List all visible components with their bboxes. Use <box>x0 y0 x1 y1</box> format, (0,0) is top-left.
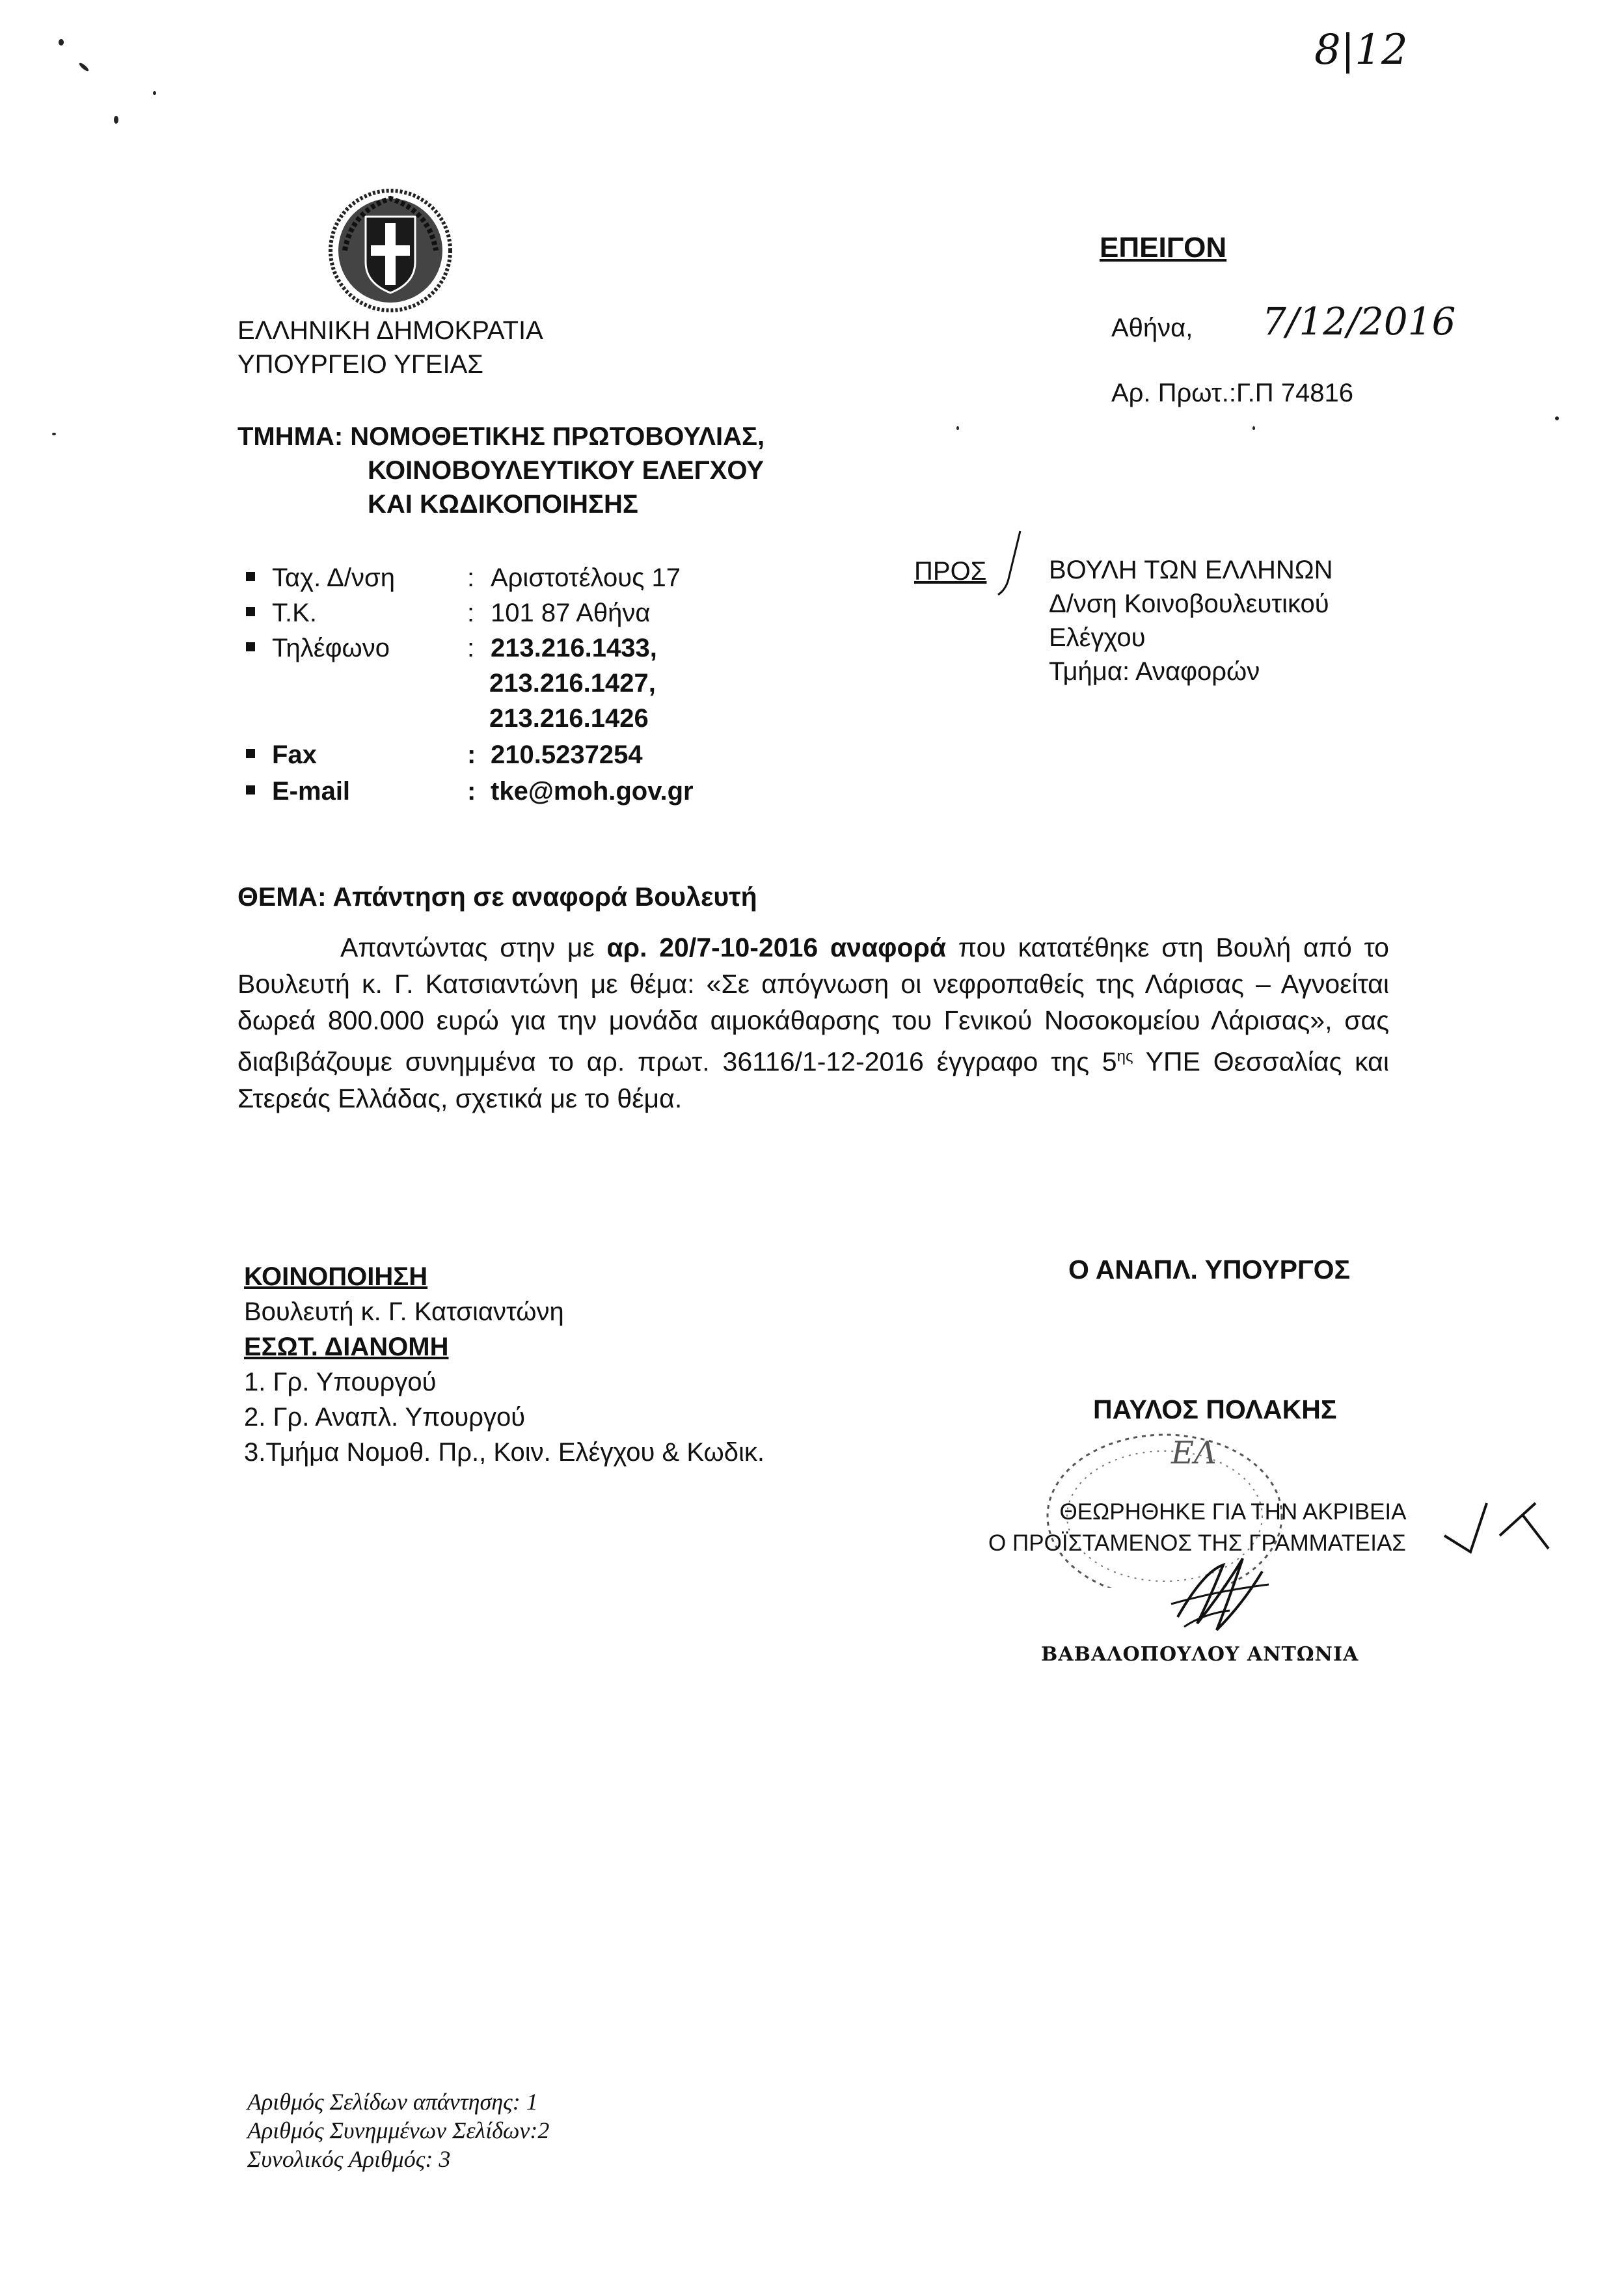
footer-total: Συνολικός Αριθμός: 3 <box>247 2146 451 2172</box>
signatory-name: ΠΑΥΛΟΣ ΠΟΛΑΚΗΣ <box>1093 1394 1337 1424</box>
initials-scribble <box>1438 1490 1568 1562</box>
body-paragraph: Απαντώντας στην με αρ. 20/7-10-2016 αναφορά που κατατέθηκε στη Βουλή από το Βουλευτή κ. Γ. Κατσιαντώνη με θέμα: «Σε απόγνωση οι νεφροπαθείς της Λάρισας – Αγνοείται δωρεά 800.000 ευρώ για την μονάδα αιμοκάθαρσης του Γενικού Νοσοκομείου Λάρισας», σας διαβιβάζουμε συνημμένα το αρ. πρωτ. 36116/1-12-2016 έγγραφο της $5^{\eta\varsigma}$ ΥΠΕ Θεσσαλίας και Στερεάς Ελλάδας, σχετικά με το θέμα. <box>237 932 1389 1113</box>
internal-distribution-title: ΕΣΩΤ. ΔΙΑΝΟΜΗ <box>244 1333 449 1361</box>
urgent-label: ΕΠΕΙΓΟΝ <box>1100 232 1227 264</box>
date-handwritten: 7/12/2016 <box>1262 299 1456 344</box>
subject-line: ΘΕΜΑ: Απάντηση σε αναφορά Βουλευτή <box>237 882 757 912</box>
phone-value-2: 213.216.1427, <box>489 669 656 698</box>
email-row: E-mail : tke@moh.gov.gr <box>246 774 694 808</box>
stamp-official-name: ΒΑΒΑΛΟΠΟΥΛΟΥ ΑΝΤΩΝΙΑ <box>1041 1643 1359 1666</box>
footer-pages-attached: Αριθμός Συνημμένων Σελίδων:2 <box>247 2117 550 2143</box>
bullet-icon <box>246 749 255 758</box>
phone-value-3: 213.216.1426 <box>489 704 649 733</box>
bullet-icon <box>246 572 255 581</box>
phone-row: Τηλέφωνο : 213.216.1433, <box>246 631 657 665</box>
address-row: Ταχ. Δ/νση : Αριστοτέλους 17 <box>246 561 681 595</box>
distribution-item: 1. Γρ. Υπουργού <box>244 1368 437 1396</box>
to-label: ΠΡΟΣ <box>914 557 987 586</box>
notify-title: ΚΟΙΝΟΠΟΙΗΣΗ <box>244 1262 428 1291</box>
republic-title: ΕΛΛΗΝΙΚΗ ΔΗΜΟΚΡΑΤΙΑ <box>237 316 543 345</box>
ministry-title: ΥΠΟΥΡΓΕΙΟ ΥΓΕΙΑΣ <box>237 350 483 379</box>
seal-text: ΕΛ <box>1171 1435 1217 1471</box>
footer-pages-reply: Αριθμός Σελίδων απάντησης: 1 <box>247 2089 538 2115</box>
signatory-role: Ο ΑΝΑΠΛ. ΥΠΟΥΡΓΟΣ <box>1068 1255 1351 1284</box>
coat-of-arms-emblem <box>325 185 455 316</box>
distribution-item: 2. Γρ. Αναπλ. Υπουργού <box>244 1403 526 1432</box>
fax-row: Fax : 210.5237254 <box>246 738 643 772</box>
stamp-verified-line: ΘΕΩΡΗΘΗΚΕ ΓΙΑ ΤΗΝ ΑΚΡΙΒΕΙΑ <box>1059 1499 1407 1525</box>
stamp-head-of-secretariat-line: Ο ΠΡΟΪΣΤΑΜΕΝΟΣ ΤΗΣ ΓΡΑΜΜΑΤΕΙΑΣ <box>988 1530 1406 1556</box>
recipient-line-2: Δ/νση Κοινοβουλευτικού <box>1049 590 1329 618</box>
recipient-line-4: Τμήμα: Αναφορών <box>1049 657 1260 686</box>
department-line-3: ΚΑΙ ΚΩΔΙΚΟΠΟΙΗΣΗΣ <box>368 490 638 519</box>
recipient-line-1: ΒΟΥΛΗ ΤΩΝ ΕΛΛΗΝΩΝ <box>1049 556 1333 584</box>
notify-line: Βουλευτή κ. Γ. Κατσιαντώνη <box>244 1297 564 1326</box>
handwritten-signature <box>1165 1545 1282 1643</box>
bullet-icon <box>246 642 255 651</box>
place-label: Αθήνα, <box>1111 314 1193 342</box>
postal-row: Τ.Κ. : 101 87 Αθήνα <box>246 596 651 630</box>
page-number-handwritten: 8|12 <box>1314 26 1408 74</box>
bullet-icon <box>246 607 255 616</box>
recipient-line-3: Ελέγχου <box>1049 623 1146 652</box>
distribution-item: 3.Τμήμα Νομοθ. Πρ., Κοιν. Ελέγχου & Κωδικ. <box>244 1438 765 1467</box>
bullet-icon <box>246 785 255 795</box>
department-line-2: ΚΟΙΝΟΒΟΥΛΕΥΤΙΚΟΥ ΕΛΕΓΧΟΥ <box>368 456 765 485</box>
department-line-1: ΤΜΗΜΑ: ΝΟΜΟΘΕΤΙΚΗΣ ΠΡΩΤΟΒΟΥΛΙΑΣ, <box>237 422 765 451</box>
to-slash-mark <box>989 527 1028 608</box>
protocol-number: Αρ. Πρωτ.:Γ.Π 74816 <box>1111 379 1353 407</box>
